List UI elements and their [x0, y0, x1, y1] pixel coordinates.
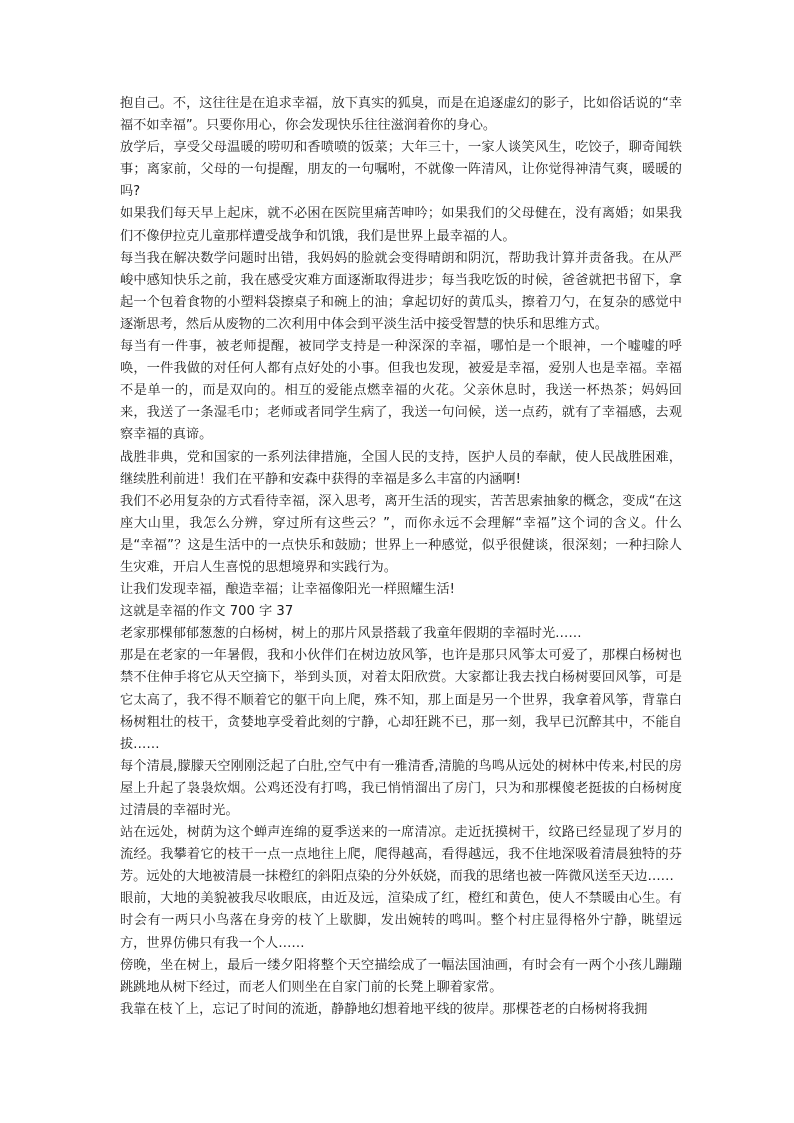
paragraph: 眼前，大地的美貌被我尽收眼底，由近及远，渲染成了红，橙红和黄色，使人不禁暖由心生。有时会有一两只小鸟落在身旁的枝丫上歇脚，发出婉转的鸣叫。整个村庄显得格外宁静，眺望远方，世界仿佛只有我一个人……	[120, 891, 682, 951]
paragraph: 让我们发现幸福，酿造幸福；让幸福像阳光一样照耀生活!	[120, 582, 455, 598]
paragraph: 傍晚，坐在树上，最后一缕夕阳将整个天空描绘成了一幅法国油画，有时会有一两个小孩儿蹦蹦跳跳地从树下经过，而老人们则坐在自家门前的长凳上聊着家常。	[120, 957, 682, 995]
paragraph: 抱自己。不，这往往是在追求幸福，放下真实的狐臭，而是在追逐虚幻的影子，比如俗话说的“幸福不如幸福”。只要你用心，你会发现快乐往往滋润着你的身心。	[120, 96, 683, 134]
paragraph: 放学后，享受父母温暖的唠叨和香喷喷的饭菜；大年三十，一家人谈笑风生，吃饺子，聊奇闻轶事；离家前，父母的一句提醒，朋友的一句嘱咐，不就像一阵清风，让你觉得神清气爽，暖暖的吗?	[120, 140, 682, 200]
paragraph: 我靠在枝丫上，忘记了时间的流逝，静静地幻想着地平线的彼岸。那棵苍老的白杨树将我拥	[120, 1001, 648, 1017]
paragraph: 每当有一件事，被老师提醒，被同学支持是一种深深的幸福，哪怕是一个眼神，一个嘘嘘的呼唤，一件我做的对任何人都有点好处的小事。但我也发现，被爱是幸福，爱别人也是幸福。幸福不是单一的，而是双向的。相互的爱能点燃幸福的火花。父亲休息时，我送一杯热茶；妈妈回来，我送了一条湿毛巾；老师或者同学生病了，我送一句问候，送一点药，就有了幸福感，去观察幸福的真谛。	[120, 339, 682, 443]
paragraph: 如果我们每天早上起床，就不必困在医院里痛苦呻吟；如果我们的父母健在，没有离婚；如果我们不像伊拉克儿童那样遭受战争和饥饿，我们是世界上最幸福的人。	[120, 206, 682, 244]
essay-title: 这就是幸福的作文 700 字 37	[120, 604, 294, 620]
paragraph: 我们不必用复杂的方式看待幸福，深入思考，离开生活的现实，苦苦思索抽象的概念，变成“在这座大山里，我怎么分辨，穿过所有这些云？”，而你永远不会理解“幸福”这个词的含义。什么是“幸福”？这是生活中的一点快乐和鼓励；世界上一种感觉，似乎很健谈，很深刻；一种扫除人生灾难，开启人生喜悦的思想境界和实践行为。	[120, 493, 682, 575]
paragraph: 站在远处，树荫为这个蝉声连绵的夏季送来的一席清凉。走近抚摸树干，纹路已经显现了岁月的流经。我攀着它的枝干一点一点地往上爬，爬得越高，看得越远，我不住地深吸着清晨独特的芬芳。远处的大地被清晨一抹橙红的斜阳点染的分外妖娆，而我的思绪也被一阵微风送至天边……	[120, 825, 682, 885]
paragraph: 老家那棵郁郁葱葱的白杨树，树上的那片风景搭载了我童年假期的幸福时光……	[120, 626, 582, 642]
document-body	[120, 93, 682, 1021]
paragraph: 战胜非典，党和国家的一系列法律措施，全国人民的支持，医护人员的奉献，使人民战胜困难，继续胜利前进！我们在平静和安森中获得的幸福是多么丰富的内涵啊!	[120, 449, 682, 487]
paragraph: 那是在老家的一年暑假，我和小伙伴们在树边放风筝，也许是那只风筝太可爱了，那棵白杨树也禁不住伸手将它从天空摘下，举到头顶，对着太阳欣赏。大家都让我去找白杨树要回风筝，可是它太高了，我不得不顺着它的躯干向上爬，殊不知，那上面是另一个世界，我拿着风筝，背靠白杨树粗壮的枝干，贪婪地享受着此刻的宁静，心却狂跳不已，那一刻，我早已沉醉其中，不能自拔……	[120, 648, 682, 752]
paragraph: 每当我在解决数学问题时出错，我妈妈的脸就会变得晴朗和阴沉，帮助我计算并责备我。在从严峻中感知快乐之前，我在感受灾难方面逐渐取得进步；每当我吃饭的时候，爸爸就把书留下，拿起一个包着食物的小塑料袋擦桌子和碗上的油；拿起切好的黄瓜头，擦着刀勺，在复杂的感觉中逐渐思考，然后从废物的二次利用中体会到平淡生活中接受智慧的快乐和思维方式。	[120, 250, 682, 332]
paragraph: 每个清晨,朦朦天空刚刚泛起了白肚,空气中有一雅清香,清脆的鸟鸣从远处的树林中传来,村民的房屋上升起了袅袅炊烟。公鸡还没有打鸣，我已悄悄溜出了房门，只为和那棵傻老挺拔的白杨树度过清晨的幸福时光。	[120, 758, 682, 818]
